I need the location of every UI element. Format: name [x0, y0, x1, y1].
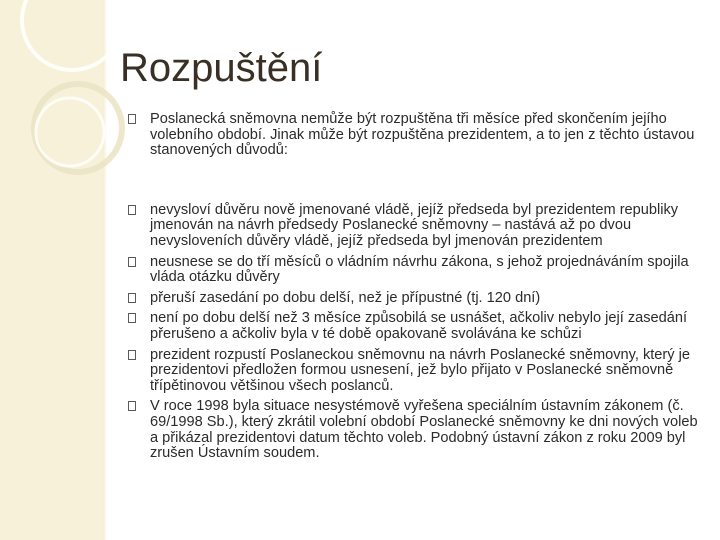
decorative-ring-large [22, 0, 122, 70]
list-item-text: neusnese se do tří měsíců o vládním návrhu zákona, s jehož projednáváním spojila vláda otázku důvěry [150, 253, 689, 286]
list-item [128, 399, 700, 461]
list-item [128, 311, 700, 342]
list-item-text: přeruší zasedání po dobu delší, než je přípustné (tj. 120 dní) [150, 289, 541, 306]
list-item [128, 203, 700, 250]
list-item-text: není po dobu delší než 3 měsíce způsobilá se usnášet, ačkoliv nebylo její zasedání přerušeno a ačkoliv byla v té době opakovaně svolávána ke schůzi [150, 310, 688, 342]
list-item [128, 255, 700, 286]
square-bullet-icon [128, 114, 136, 124]
list-item-intro [128, 112, 700, 159]
list-item [128, 348, 700, 395]
square-bullet-icon [128, 313, 136, 323]
list-item [128, 291, 700, 307]
intro-text: Poslanecká sněmovna nemůže být rozpuštěna tři měsíce před skončením jejího volebního období. Jinak může být rozpuštěna prezidentem, a to jen z těchto ústavou stanovených důvodů: [150, 111, 695, 159]
square-bullet-icon [128, 205, 136, 215]
list-item-text: prezident rozpustí Poslaneckou sněmovnu na návrh Poslanecké sněmovny, který je prezidentovi předložen formou usnesení, jež bylo přijato v Poslanecké sněmovně třípětinovou většinou všech poslanců. [150, 346, 690, 394]
slide-content [128, 112, 700, 467]
slide-title: Rozpuštění [120, 46, 323, 90]
list-item-text: nevysloví důvěru nově jmenované vládě, jejíž předseda byl prezidentem republiky jmenován na návrh předsedy Poslanecké sněmovny – nastává až po dvou nevysloveních důvěry vládě, jejíž předseda byl jmenován prezidentem [150, 201, 679, 249]
decorative-ring-small [36, 98, 104, 166]
square-bullet-icon [128, 401, 136, 411]
square-bullet-icon [128, 350, 136, 360]
list-item-text: V roce 1998 byla situace nesystémově vyřešena speciálním ústavním zákonem (č. 69/1998 Sb.), který zkrátil volební období Poslanecké sněmovny ke dni nových voleb a přikázal prezidentovi datum těchto voleb. Podobný ústavní zákon z roku 2009 byl zrušen Ústavním soudem. [150, 398, 698, 462]
square-bullet-icon [128, 293, 136, 303]
square-bullet-icon [128, 257, 136, 267]
